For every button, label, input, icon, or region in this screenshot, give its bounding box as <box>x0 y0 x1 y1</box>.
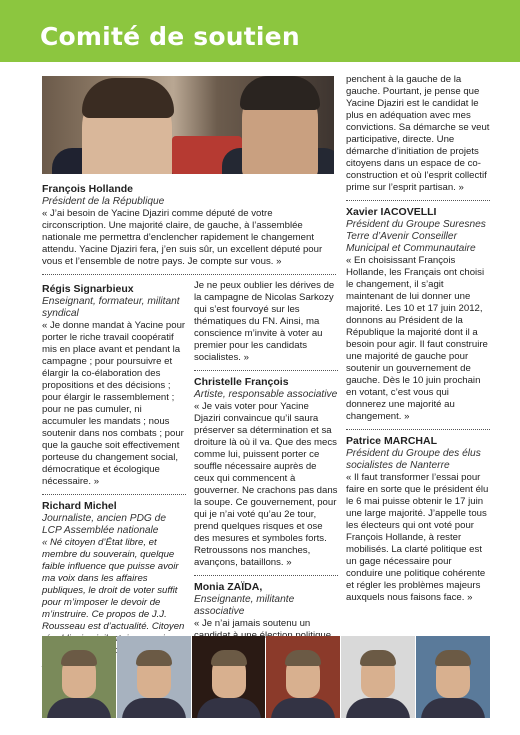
divider <box>346 200 490 201</box>
column-left <box>42 280 186 669</box>
supporter-quote: « Je vais voter pour Yacine Djaziri convaincue qu’il saura préserver sa détermination et sa droiture là où il va. Que des mecs comme lui, puissent porter ce souffle nécessaire auprès de ceux qui commencent à gouverner. Ne crachons pas dans la soupe. Ce gouvernement, pour qui je n’ai voté qu’au 2e tour, prend quelques risques et ose des mesures et symboles forts. Retroussons nos manches, avançons, bataillons. » <box>194 401 338 568</box>
portrait-photo-2 <box>117 636 191 718</box>
page-title: Comité de soutien <box>40 22 300 51</box>
divider <box>194 370 338 371</box>
supporter-role: Président du Groupe des élus socialistes de Nanterre <box>346 448 481 471</box>
column-right <box>346 74 490 604</box>
supporter-quote-continued: Je ne peux oublier les dérives de la campagne de Nicolas Sarkozy qui s’est fourvoyé sur les thématiques du FN. Ainsi, ma conscience m’invite à voter au premier pour les candidats socialistes. » <box>194 280 335 363</box>
supporter-name: Richard Michel <box>42 500 117 512</box>
portrait-photo-4 <box>266 636 340 718</box>
portrait-strip <box>42 636 490 718</box>
hair-shape <box>82 78 174 118</box>
supporter-quote: « Je donne mandat à Yacine pour porter le riche travail coopératif mis en place avant et pendant la campagne ; pour poursuivre et élargir la co-élaboration des propositions et des décisions ; pour élargir le rassemblement ; pour ne pas cumuler, ni accumuler les mandats ; nous soutenir dans nos combats ; pour que la gauche soit effectivement porteuse du changement social, démocratique et écologique nécessaire. » <box>42 320 186 487</box>
supporter-quote: « Né citoyen d’État libre, et membre du souverain, quelque faible influence que puisse avoir ma voix dans les affaires publiques, le droit de voter suffit pour m’imposer le devoir de m’instruire. Ce propos de J.J. Rousseau est d’actualité. Citoyen <box>42 537 185 632</box>
portrait-photo-5 <box>341 636 415 718</box>
supporter-name: Monia ZAÏDA, <box>194 581 263 593</box>
supporter-quote: « J’ai besoin de Yacine Djaziri comme député de votre circonscription. Une majorité claire, de gauche, à l’assemblée nationale me permettra d’enclencher rapidement le changement attendu. Yacine Djaziri fera, j’en suis sûr, un excellent député pour vous et l’ensemble de notre pays. Je compte sur vous. » <box>42 208 323 267</box>
supporter-role: Président de la République <box>42 196 165 207</box>
supporter-name: Régis Signarbieux <box>42 283 134 295</box>
portrait-photo-1 <box>42 636 116 718</box>
supporter-quote: « Il faut transformer l’essai pour faire en sorte que le président élu le 6 mai puisse obtenir le 17 juin une large majorité. J’appelle tous les électeurs qui ont voté pour François Hollande, à rester mobilisés. La clarté politique est un gage nécessaire pour conduire une politique cohérente et régler les problèmes majeurs auxquels nous faisons face. » <box>346 472 489 603</box>
supporter-role: Enseignante, militante associative <box>194 594 295 617</box>
supporter-quote-continued: penchent à la gauche de la gauche. Pourtant, je pense que Yacine Djaziri est le candidat le plus en adéquation avec mes convictions. Sa démarche se veut participative, directe. Une démarche d’initiation de projets citoyens dans un espace de co-construction et où l’esprit collectif prime sur l’esprit partisan. » <box>346 74 490 193</box>
supporter-name: Patrice MARCHAL <box>346 435 438 447</box>
supporter-quote: « Je n’ai jamais soutenu un <box>194 618 311 629</box>
portrait-photo-3 <box>192 636 266 718</box>
supporter-name: Christelle François <box>194 376 289 388</box>
hair-shape <box>240 76 320 110</box>
column-middle <box>194 280 338 654</box>
supporter-role: Enseignant, formateur, militant syndical <box>42 296 180 319</box>
supporter-name: François Hollande <box>42 183 134 195</box>
supporter-role: Artiste, responsable associative <box>194 389 338 400</box>
hero-photo <box>42 76 334 174</box>
supporter-role: Journaliste, ancien PDG de LCP Assemblée nationale <box>42 513 167 536</box>
supporter-name: Xavier IACOVELLI <box>346 206 437 218</box>
divider <box>42 274 336 275</box>
supporter-quote: « En choisissant François Hollande, les Français ont choisi le changement, il s’agit maintenant de lui donner une majorité. Les 10 et 17 juin 2012, donnons au Président de la République la majorité dont il a besoin pour agir. Il faut construire une majorité de gauche pour soutenir un gouvernement de gauche. Dès le 10 juin prochain en votant, c’est vous qui donnerez une majorité au changement. » <box>346 255 488 422</box>
supporter-block-hollande <box>42 180 336 280</box>
divider <box>42 494 186 495</box>
supporter-role: Président du Groupe Suresnes Terre d’Avenir Conseiller Municipal et Communautaire <box>346 219 486 254</box>
divider <box>346 429 490 430</box>
portrait-photo-6 <box>416 636 490 718</box>
divider <box>194 575 338 576</box>
